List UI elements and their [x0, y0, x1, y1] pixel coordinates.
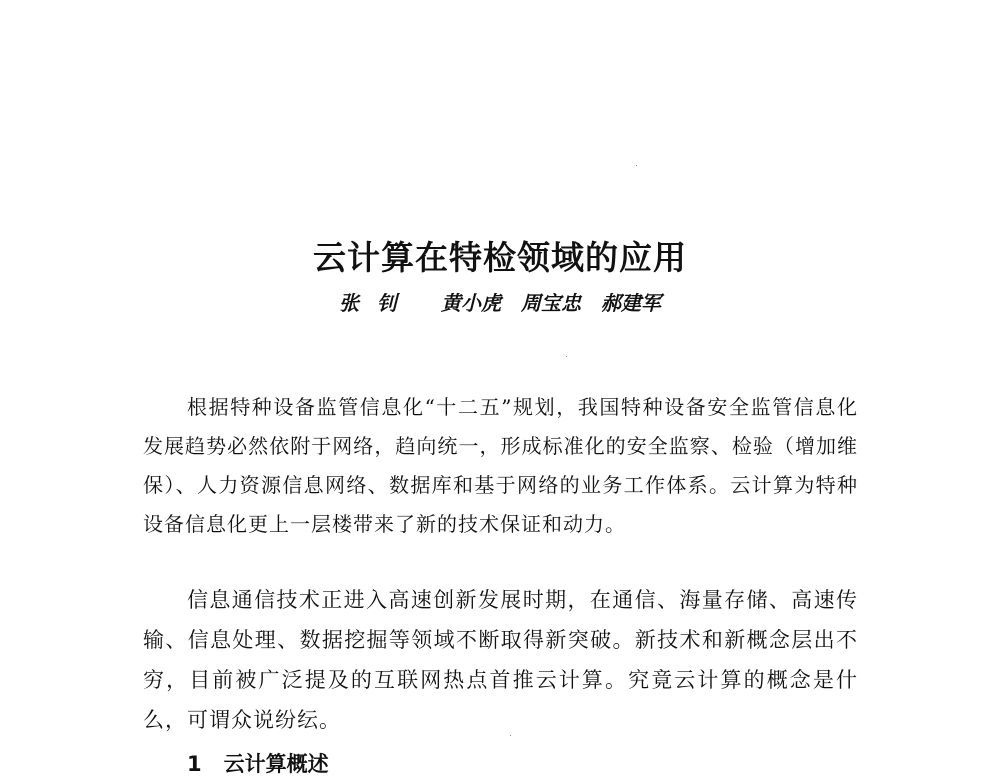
- author-name: 周宝忠: [521, 291, 581, 315]
- author-list: [0, 287, 1000, 316]
- scan-speck: [636, 165, 637, 166]
- author-name: 郝建军: [601, 291, 661, 315]
- abstract-paragraph: 根据特种设备监管信息化“十二五”规划，我国特种设备安全监管信息化发展趋势必然依附于网络，趋向统一，形成标准化的安全监察、检验（增加维保）、人力资源信息网络、数据库和基于网络的业务工作体系。云计算为特种设备信息化更上一层楼带来了新的技术保证和动力。: [143, 395, 858, 536]
- section-title: 云计算概述: [223, 752, 329, 776]
- scan-speck: [566, 356, 567, 357]
- section-number: 1: [187, 752, 202, 776]
- article-title: 云计算在特检领域的应用: [313, 238, 687, 277]
- author-name: 黄小虎: [441, 291, 501, 315]
- section-heading: [187, 748, 329, 778]
- author-name: 张钊: [339, 291, 415, 315]
- body-paragraph: 信息通信技术正进入高速创新发展时期，在通信、海量存储、高速传输、信息处理、数据挖掘等领域不断取得新突破。新技术和新概念层出不穷，目前被广泛提及的互联网热点首推云计算。究竟云计算的概念是什么，可谓众说纷纭。: [143, 588, 858, 732]
